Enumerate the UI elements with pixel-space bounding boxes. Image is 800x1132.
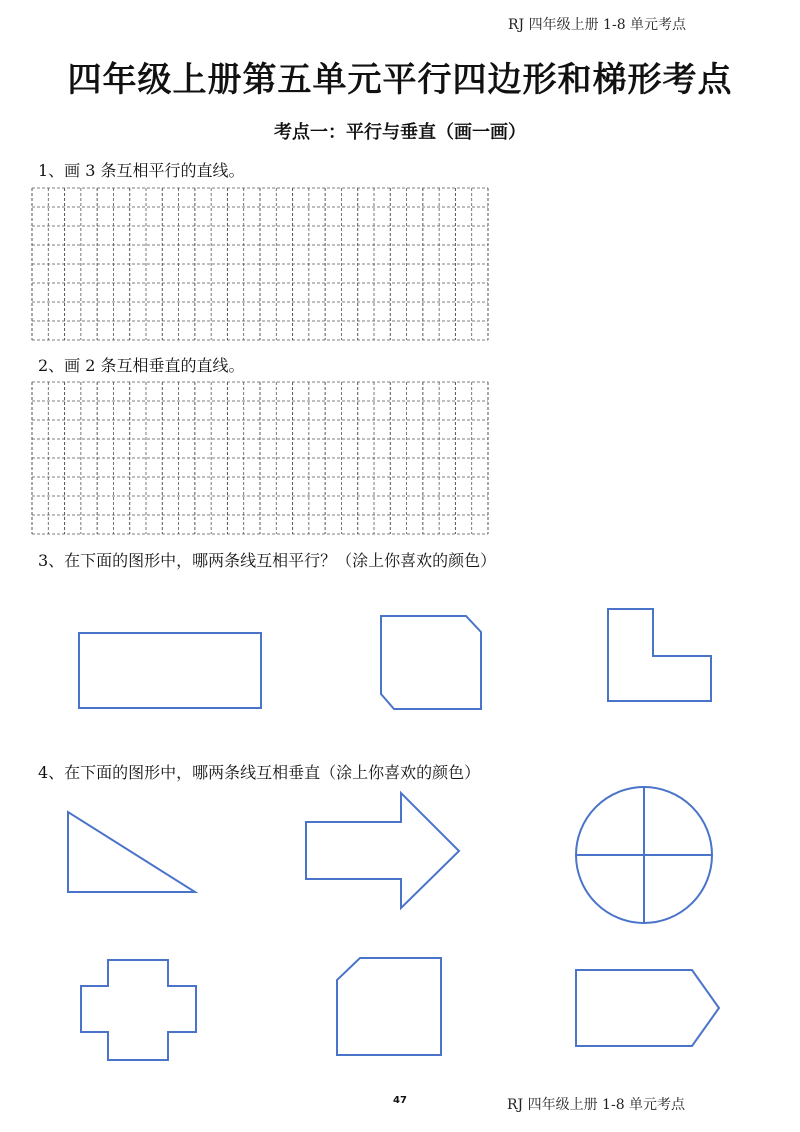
arrow-shape[interactable] <box>306 793 459 908</box>
header-note: RJ 四年级上册 1-8 单元考点 <box>508 17 687 33</box>
drawing-grid-1[interactable] <box>32 188 488 340</box>
section-title: 考点一：平行与垂直（画一画） <box>274 122 526 143</box>
cross-shape[interactable] <box>81 960 196 1060</box>
drawing-grid-2[interactable] <box>32 382 488 534</box>
page-title: 四年级上册第五单元平行四边形和梯形考点 <box>67 60 733 100</box>
cut-corner-square-shape-2[interactable] <box>337 958 441 1055</box>
question-1: 1、画 3 条互相平行的直线。 <box>38 161 245 180</box>
question-2: 2、画 2 条互相垂直的直线。 <box>38 356 245 375</box>
rectangle-shape[interactable] <box>79 633 261 708</box>
question-3: 3、在下面的图形中，哪两条线互相平行？（涂上你喜欢的颜色） <box>38 551 497 570</box>
pentagon-arrow-shape[interactable] <box>576 970 719 1046</box>
right-triangle-shape[interactable] <box>68 812 195 892</box>
l-shape[interactable] <box>608 609 711 701</box>
page-number: 47 <box>393 1095 407 1106</box>
cut-corner-square-shape[interactable] <box>381 616 481 709</box>
question-4: 4、在下面的图形中，哪两条线互相垂直（涂上你喜欢的颜色） <box>38 763 481 782</box>
divided-circle-shape[interactable] <box>576 787 712 923</box>
footer-note: RJ 四年级上册 1-8 单元考点 <box>507 1097 686 1113</box>
